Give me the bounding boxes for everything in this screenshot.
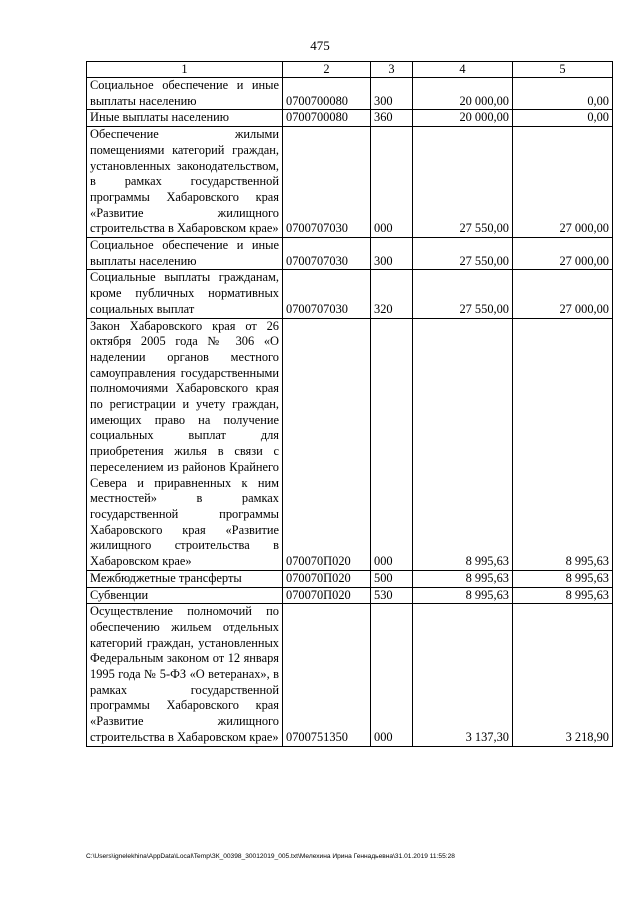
header-col-2: 2 <box>283 62 371 78</box>
table-header-row <box>87 62 613 78</box>
row-amount-col5: 27 000,00 <box>513 238 613 270</box>
table-row <box>87 570 613 587</box>
table-row <box>87 318 613 570</box>
row-name: Иные выплаты населению <box>87 110 283 127</box>
row-amount-col4: 27 550,00 <box>413 238 513 270</box>
row-amount-col5: 8 995,63 <box>513 587 613 604</box>
table-row <box>87 587 613 604</box>
header-col-1: 1 <box>87 62 283 78</box>
header-col-4: 4 <box>413 62 513 78</box>
row-target-code: 0700707030 <box>283 238 371 270</box>
row-amount-col4: 8 995,63 <box>413 587 513 604</box>
row-name: Закон Хабаровского края от 26 октября 2005 года № 306 «О наделении органов местного самоуправления государственными полномочиями Хабаровского края по регистрации и учету граждан, имеющих право на получение социальных выплат для приобретения жилья в связи с переселением из районов Крайнего Севера и приравненных к ним местностей» в рамках государственной программы Хабаровского края «Развитие жилищного строительства в Хабаровском крае» <box>87 318 283 570</box>
row-expense-type: 000 <box>371 604 413 746</box>
table-row <box>87 604 613 746</box>
file-path-footer: C:\Users\ignelekhina\AppData\Local\Temp\ЗК_00398_30012019_005.txt\Мелехина Ирина Геннадьевна\31.01.2019 11:55:28 <box>86 853 455 860</box>
row-amount-col5: 0,00 <box>513 78 613 110</box>
row-name: Субвенции <box>87 587 283 604</box>
table-row <box>87 127 613 238</box>
row-amount-col4: 27 550,00 <box>413 127 513 238</box>
budget-table <box>86 61 613 747</box>
row-amount-col5: 27 000,00 <box>513 127 613 238</box>
row-name: Обеспечение жилыми помещениями категорий граждан, установленных законодательством, в рамках государственной программы Хабаровского края «Развитие жилищного строительства в Хабаровском крае» <box>87 127 283 238</box>
row-name: Осуществление полномочий по обеспечению жильем отдельных категорий граждан, установленных Федеральным законом от 12 января 1995 года № 5-ФЗ «О ветеранах», в рамках государственной программы Хабаровского края «Развитие жилищного строительства в Хабаровском крае» <box>87 604 283 746</box>
row-amount-col5: 8 995,63 <box>513 318 613 570</box>
row-expense-type: 300 <box>371 238 413 270</box>
row-expense-type: 500 <box>371 570 413 587</box>
row-expense-type: 000 <box>371 127 413 238</box>
row-expense-type: 000 <box>371 318 413 570</box>
row-amount-col5: 27 000,00 <box>513 270 613 318</box>
row-target-code: 0700700080 <box>283 110 371 127</box>
row-amount-col4: 27 550,00 <box>413 270 513 318</box>
row-amount-col5: 0,00 <box>513 110 613 127</box>
row-expense-type: 300 <box>371 78 413 110</box>
row-expense-type: 320 <box>371 270 413 318</box>
row-amount-col5: 8 995,63 <box>513 570 613 587</box>
row-amount-col4: 3 137,30 <box>413 604 513 746</box>
table-row <box>87 78 613 110</box>
row-amount-col4: 20 000,00 <box>413 110 513 127</box>
row-name: Межбюджетные трансферты <box>87 570 283 587</box>
row-amount-col4: 8 995,63 <box>413 570 513 587</box>
page-number: 475 <box>310 38 330 53</box>
row-amount-col5: 3 218,90 <box>513 604 613 746</box>
header-col-3: 3 <box>371 62 413 78</box>
table-row <box>87 270 613 318</box>
row-target-code: 0700700080 <box>283 78 371 110</box>
table-row <box>87 238 613 270</box>
table-row <box>87 110 613 127</box>
row-target-code: 070070П020 <box>283 570 371 587</box>
row-amount-col4: 8 995,63 <box>413 318 513 570</box>
row-target-code: 070070П020 <box>283 587 371 604</box>
row-target-code: 0700751350 <box>283 604 371 746</box>
row-target-code: 0700707030 <box>283 127 371 238</box>
row-name: Социальное обеспечение и иные выплаты населению <box>87 78 283 110</box>
row-target-code: 0700707030 <box>283 270 371 318</box>
row-name: Социальное обеспечение и иные выплаты населению <box>87 238 283 270</box>
row-expense-type: 530 <box>371 587 413 604</box>
row-name: Социальные выплаты гражданам, кроме публичных нормативных социальных выплат <box>87 270 283 318</box>
row-amount-col4: 20 000,00 <box>413 78 513 110</box>
header-col-5: 5 <box>513 62 613 78</box>
row-target-code: 070070П020 <box>283 318 371 570</box>
row-expense-type: 360 <box>371 110 413 127</box>
